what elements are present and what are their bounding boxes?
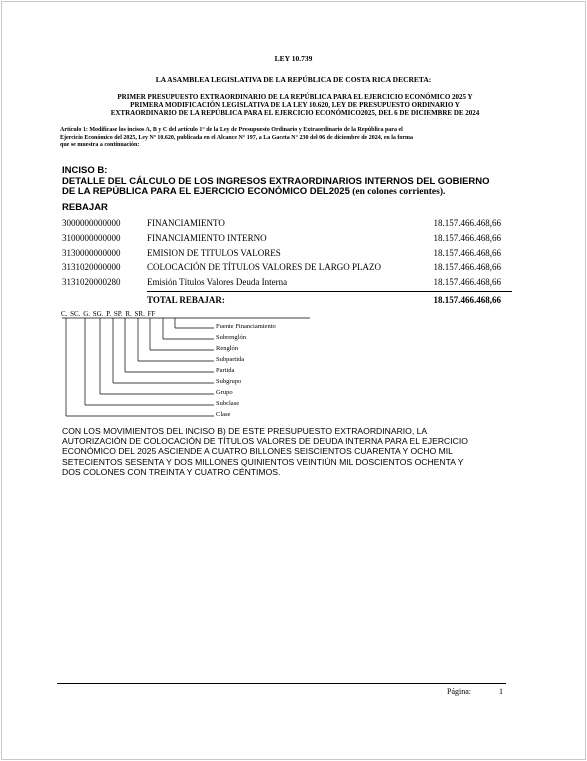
law-number: LEY 10.739 xyxy=(274,54,313,63)
legend-label: Subgrupo xyxy=(216,378,242,385)
closing-paragraph xyxy=(62,426,512,477)
closing-line: DOS COLONES CON TREINTA Y CUATRO CÉNTIMOS. xyxy=(62,466,281,477)
closing-line: AUTORIZACIÓN DE COLOCACIÓN DE TÍTULOS VALORES DE DEUDA INTERNA PARA EL EJERCICIO xyxy=(62,436,468,447)
legend-label: Clase xyxy=(216,411,231,418)
legend-label: Grupo xyxy=(216,389,233,396)
row-description: Emisión Títulos Valores Deuda Interna xyxy=(147,277,288,287)
legend-label: Subpartida xyxy=(216,356,245,363)
budget-title-line: PRIMERA MODIFICACIÓN LEGISLATIVA DE LA LEY 10.620, LEY DE PRESUPUESTO ORDINARIO Y xyxy=(130,101,460,109)
row-amount: 18.157.466.468,66 xyxy=(433,233,501,243)
closing-line: SETECIENTOS SESENTA Y DOS MILLONES QUINIENTOS VEINTIÚN MIL DOSCIENTOS OCHENTA Y xyxy=(62,456,464,467)
article-line: que se muestra a continuación: xyxy=(60,142,140,149)
row-amount: 18.157.466.468,66 xyxy=(433,277,501,287)
article-line: Artículo 1: Modifícase los incisos A, B y C del artículo 1° de la Ley de Presupuesto Ordinario y Extraordinario de la República para el xyxy=(60,127,403,133)
row-amount: 18.157.466.468,66 xyxy=(433,218,501,228)
closing-line: CON LOS MOVIMIENTOS DEL INCISO B) DE ESTE PRESUPUESTO EXTRAORDINARIO, LA xyxy=(62,426,428,436)
total-amount: 18.157.466.468,66 xyxy=(433,295,501,305)
row-code: 3100000000000 xyxy=(62,233,121,243)
legend-label: Fuente Financiamiento xyxy=(216,323,276,330)
row-description: COLOCACIÓN DE TÍTULOS VALORES DE LARGO PLAZO xyxy=(147,262,382,272)
closing-line: ECONÓMICO DEL 2025 ASCIENDE A CUATRO BILLONES SEISCIENTOS CUARENTA Y OCHO MIL xyxy=(62,446,453,457)
legend-label: Partida xyxy=(216,367,235,374)
row-amount: 18.157.466.468,66 xyxy=(433,262,501,272)
classification-key: C. SC. G. SG. P. SP. R. SR. FF xyxy=(61,310,156,318)
row-amount: 18.157.466.468,66 xyxy=(433,248,501,258)
page-label: Página: xyxy=(447,687,471,696)
footer-rule xyxy=(57,683,506,684)
article-line: Ejercicio Económico del 2025, Ley Nº 10.620, publicada en el Alcance N° 197, a La Gaceta N° 230 del 06 de diciembre de 2024, en la forma xyxy=(60,134,414,141)
detalle-units: (en colones corrientes). xyxy=(349,187,446,197)
rebajar-heading: REBAJAR xyxy=(62,202,108,213)
row-description: FINANCIAMIENTO INTERNO xyxy=(147,233,267,243)
row-description: FINANCIAMIENTO xyxy=(147,218,225,228)
row-code: 3131020000000 xyxy=(62,262,121,272)
row-description: EMISION DE TITULOS VALORES xyxy=(147,248,281,258)
row-code: 3000000000000 xyxy=(62,218,121,228)
detalle-line-text: DE LA REPÚBLICA PARA EL EJERCICIO ECONÓMICO DEL2025 xyxy=(62,186,350,197)
decree-heading: LA ASAMBLEA LEGISLATIVA DE LA REPÚBLICA DE COSTA RICA DECRETA: xyxy=(155,75,432,84)
legend-label: Renglón xyxy=(216,345,239,352)
row-code: 3131020000280 xyxy=(62,277,121,287)
page-number: 1 xyxy=(499,687,503,696)
detalle-line: DETALLE DEL CÁLCULO DE LOS INGRESOS EXTRAORDINARIOS INTERNOS DEL GOBIERNO xyxy=(62,175,490,187)
budget-title-line: PRIMER PRESUPUESTO EXTRAORDINARIO DE LA REPÚBLICA PARA EL EJERCICIO ECONÓMICO 2025 Y xyxy=(117,93,473,101)
legend-label: Subclase xyxy=(216,400,240,407)
budget-title-line: EXTRAORDINARIO DE LA REPÚBLICA PARA EL EJERCICIO ECONÓMICO2025, DEL 6 DE DICIEMBRE DE 2024 xyxy=(110,109,480,117)
inciso-label: INCISO B: xyxy=(62,165,108,176)
legend-label: Subrenglón xyxy=(216,334,246,341)
row-code: 3130000000000 xyxy=(62,248,121,258)
total-label: TOTAL REBAJAR: xyxy=(147,295,225,305)
